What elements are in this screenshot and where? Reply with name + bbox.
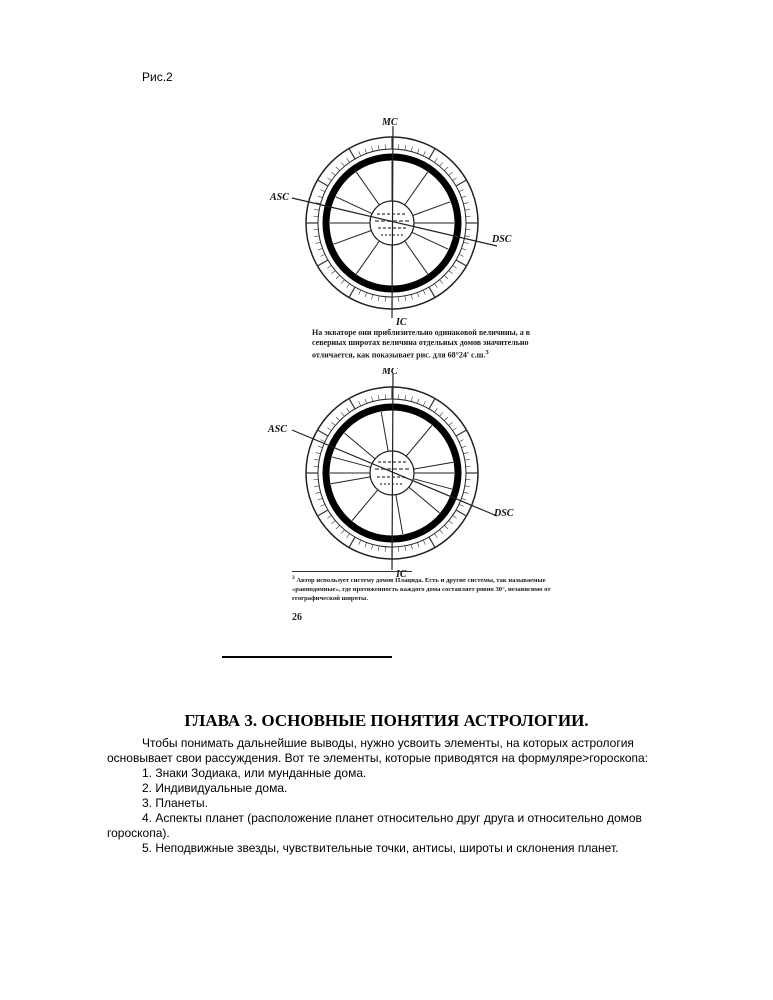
- footnote-mark: 3: [292, 575, 295, 581]
- ic-label-bottom: IC: [396, 569, 407, 578]
- scan-bottom-rule: [222, 656, 392, 658]
- list-item: 5. Неподвижные звезды, чувствительные точки, антисы, широты и склонения планет.: [142, 841, 619, 855]
- dsc-label-top: DSC: [492, 234, 512, 245]
- mc-label-top: MC: [382, 118, 398, 128]
- list-item: 4. Аспекты планет (расположение планет относительно друг друга и относительно домов гороскопа).: [107, 811, 642, 840]
- elements-list: [107, 766, 687, 856]
- ic-label-top: IC: [396, 317, 407, 328]
- list-item: 3. Планеты.: [142, 796, 208, 810]
- list-item: 2. Индивидуальные дома.: [142, 781, 288, 795]
- horoscope-wheel-top: [242, 118, 542, 328]
- asc-label-top: ASC: [270, 192, 289, 203]
- dsc-label-bottom: DSC: [494, 508, 514, 519]
- caption-footnote-ref: 3: [485, 349, 489, 356]
- scan-page-number: 26: [292, 612, 302, 623]
- caption-text: На экваторе они приблизительно одинаковой величины, а в северных широтах величина отдельных домов значительно отличается, как показывает рис. для 68°24' с.ш.: [312, 328, 531, 360]
- figure-caption: [312, 328, 562, 361]
- asc-label-bottom: ASC: [268, 424, 287, 435]
- chapter-intro: Чтобы понимать дальнейшие выводы, нужно усвоить элементы, на которых астрология основывает свои рассуждения. Вот те элементы, которые приводятся на формуляре>гороскопа:: [107, 736, 649, 765]
- horoscope-wheel-bottom: [242, 368, 542, 578]
- chapter-body: [107, 736, 687, 856]
- scanned-book-page: [222, 118, 562, 663]
- chapter-title: ГЛАВА 3. ОСНОВНЫЕ ПОНЯТИЯ АСТРОЛОГИИ.: [184, 711, 589, 730]
- footnote: [292, 574, 562, 603]
- mc-label-bottom: MC: [382, 368, 398, 377]
- list-item: 1. Знаки Зодиака, или мунданные дома.: [142, 766, 367, 780]
- footnote-text: Автор использует систему домов Плацида. Есть и другие системы, так называемые «равнодомные», где протяженность каждого дома составляет ровно 30°, независимо от географической широты.: [292, 577, 551, 603]
- figure-label: Рис.2: [142, 70, 173, 84]
- footnote-divider: [292, 571, 412, 572]
